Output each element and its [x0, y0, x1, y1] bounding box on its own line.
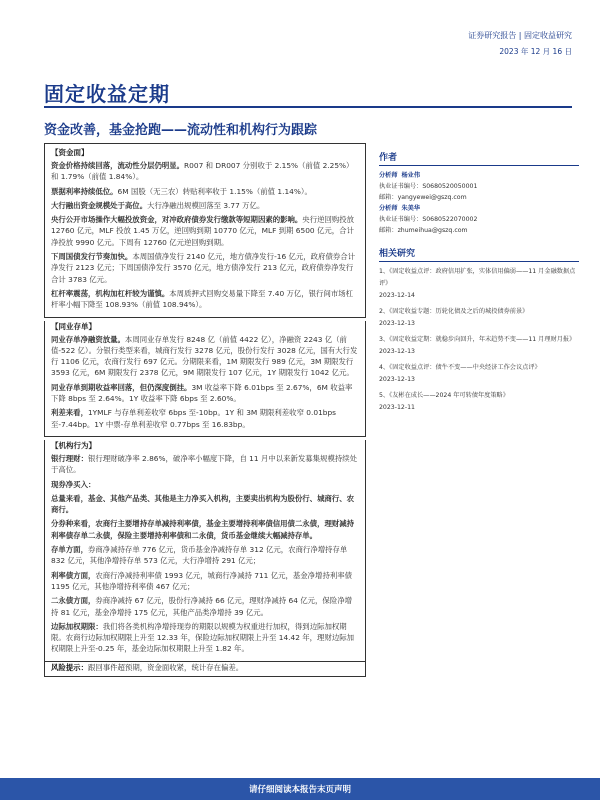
- paragraph-lead: 利差来看，: [51, 408, 88, 418]
- section-risk: [44, 662, 366, 677]
- summary-paragraph: [51, 621, 359, 655]
- author-name: 朱美华: [401, 205, 421, 212]
- paragraph-body: 本周质押式回购交易量下降至 7.40 万亿，银行间市场杠杆率小幅下降至 108.93%（前值 108.94%）。: [51, 288, 354, 310]
- related-item[interactable]: [379, 334, 579, 358]
- related-item[interactable]: [379, 266, 579, 302]
- section-cd: [44, 321, 366, 437]
- risk-lead: 风险提示：: [51, 662, 88, 672]
- paragraph-body: 券商净减持存单 776 亿元，货币基金净减持存单 312 亿元，农商行净增持存单 832 亿元，其他净增持存单 573 亿元，大行净增持 291 亿元；: [51, 545, 348, 566]
- paragraph-lead: 央行公开市场操作大幅投放资金，对冲政府债券发行缴款等短期因素的影响。: [51, 215, 303, 225]
- author-name-row: [379, 203, 579, 214]
- paragraph-body: 银行理财破净率 2.86%，破净率小幅度下降，自 11 月中以来新发募集规模持续处于高位。: [51, 453, 358, 475]
- author-name-row: [379, 170, 579, 181]
- paragraph-body: 本周同业存单发行 8248 亿（前值 4422 亿），净融资 2243 亿（前值-522 亿）。分银行类型来看，城商行发行 3278 亿元，股份行发行 3028 亿元，国有大行发行 1106 亿元，农商行发行 697 亿元。分期限来看，1M 期限发行 989 亿元，3M 期限发行 3593 亿元，6M 期限发行 2378 亿元，9M 期限发行 107 亿元，1Y 期限发行 1042 亿元。: [51, 334, 358, 378]
- title-divider: [44, 106, 572, 108]
- author-license-row: [379, 181, 579, 192]
- author-role: 分析师: [379, 172, 398, 179]
- summary-paragraph: [51, 595, 359, 618]
- paragraph-lead: 大行融出资金规模处于高位。: [51, 200, 148, 210]
- section-funds: [44, 143, 366, 318]
- summary-column: [44, 143, 366, 677]
- license-number: S0680520050001: [422, 183, 478, 190]
- paragraph-body: 大行净融出规模回落至 3.77 万亿。: [147, 200, 265, 210]
- related-title[interactable]: 2、《固定收益专题：历轮化债及之后的城投债券前景》: [379, 308, 529, 315]
- related-date: 2023-12-13: [379, 376, 415, 383]
- risk-note: [51, 662, 359, 673]
- authors-heading: 作者: [379, 150, 579, 166]
- related-title[interactable]: 4、《固定收益点评：债牛不变——中央经济工作会议点评》: [379, 364, 541, 371]
- report-subtitle: 资金改善，基金抢跑——流动性和机构行为跟踪: [44, 123, 318, 138]
- summary-paragraph: [51, 453, 359, 476]
- summary-paragraph: [51, 186, 359, 197]
- related-item[interactable]: [379, 306, 579, 330]
- section-heading: 【资金面】: [51, 148, 89, 157]
- paragraph-lead: 现券净买入：: [51, 479, 96, 489]
- paragraph-lead: 杠杆率震荡，机构加杠杆较为谨慎。: [51, 288, 170, 298]
- report-type: 证券研究报告 | 固定收益研究: [468, 31, 572, 40]
- paragraph-body: 农商行净减持利率债 1993 亿元，城商行净减持 711 亿元，基金净增持利率债 1195 亿元，其他净增持利率债 467 亿元；: [51, 570, 353, 591]
- paragraph-lead: 存单方面，: [51, 545, 88, 555]
- license-label: 执业证书编号：: [379, 216, 423, 223]
- license-number: S0680522070002: [422, 216, 478, 223]
- paragraph-lead: 同业存单到期收益率回落，但仍深度倒挂。: [51, 382, 192, 392]
- related-heading: 相关研究: [379, 246, 579, 262]
- paragraph-lead: 资金价格持续回落，流动性分层仍明显。: [51, 161, 185, 170]
- summary-paragraph: [51, 200, 359, 211]
- paragraph-lead: 利率债方面，: [51, 570, 96, 580]
- summary-paragraph: [51, 570, 359, 593]
- summary-paragraph: [51, 479, 359, 490]
- author-email-row: [379, 225, 579, 236]
- paragraph-lead: 分券种来看，农商行主要增持存单减持利率债，基金主要增持利率债信用债二永债，理财减持利率债存单二永债，保险主要增持利率债和二永债，货币基金继续大幅减持存单。: [51, 519, 355, 540]
- related-date: 2023-12-13: [379, 348, 415, 355]
- paragraph-body: 1YMLF 与存单利差收窄 6bps 至-10bp。1Y 和 3M 期限利差收窄 0.01bps 至-7.44bp。1Y 中票-存单利差收窄 0.77bps 至 16.83bp。: [51, 408, 337, 429]
- sidebar: [379, 150, 579, 418]
- author-email-row: [379, 192, 579, 203]
- related-item[interactable]: [379, 390, 579, 414]
- summary-paragraph: [51, 407, 359, 430]
- author-block: [379, 203, 579, 236]
- related-list: [379, 266, 579, 414]
- paragraph-body: R007 和 DR007 分别收于 2.15%（前值 2.25%）和 1.79%（前值 1.84%）。: [51, 161, 354, 182]
- email-label: 邮箱：: [379, 227, 398, 234]
- related-title[interactable]: 5、《友彬在成长——2024 年可转债年度策略》: [379, 392, 509, 399]
- related-date: 2023-12-14: [379, 292, 415, 299]
- author-email[interactable]: yangyewei@gszq.com: [397, 194, 467, 201]
- risk-body: 跟回事件超预期，资金面收紧，统计存在偏差。: [87, 662, 244, 672]
- email-label: 邮箱：: [379, 194, 398, 201]
- summary-paragraph: [51, 288, 359, 311]
- author-block: [379, 170, 579, 203]
- section-heading: 【机构行为】: [51, 440, 96, 450]
- footer-disclaimer[interactable]: 请仔细阅读本报告末页声明: [248, 785, 351, 795]
- summary-paragraph: [51, 160, 359, 183]
- paragraph-body: 央行逆回购投放 12760 亿元，MLF 投放 1.45 万亿，逆回购到期 10770 亿元，MLF 到期 6500 亿元，合计净投放 9990 亿元。下周有 12760 亿元逆回购到期。: [51, 215, 355, 247]
- related-title[interactable]: 1、《固定收益点评：政府信用扩张，实体信用偏弱——11 月金融数据点评》: [379, 268, 576, 287]
- paragraph-lead: 总量来看，基金、其他产品类、其他是主力净买入机构，主要卖出机构为股份行、城商行、农商行。: [51, 493, 355, 515]
- section-heading: 【同业存单】: [51, 321, 96, 331]
- paragraph-lead: 同业存单净融资放量。: [51, 334, 125, 344]
- paragraph-body: 券商净减持 67 亿元，股份行净减持 66 亿元，理财净减持 64 亿元，保险净增持 81 亿元，基金净增持 175 亿元，其他产品类净增持 39 亿元。: [51, 596, 352, 617]
- summary-paragraph: [51, 334, 359, 379]
- paragraph-lead: 二永债方面，: [51, 596, 96, 606]
- paragraph-body: 3M 收益率下降 6.01bps 至 2.67%，6M 收益率下降 8bps 至 2.64%。1Y 收益率下降 6bps 至 2.60%。: [51, 382, 353, 404]
- summary-paragraph: [51, 382, 359, 405]
- license-label: 执业证书编号：: [379, 183, 423, 190]
- paragraph-lead: 边际加权期限：: [51, 621, 103, 631]
- paragraph-lead: 下周国债发行节奏加快。: [51, 252, 133, 262]
- paragraph-body: 6M 国股（无三农）转贴利率收于 1.15%（前值 1.14%）。: [117, 186, 312, 196]
- summary-paragraph: [51, 493, 359, 516]
- author-name: 杨业伟: [401, 172, 421, 179]
- paragraph-lead: 银行理财：: [51, 453, 88, 463]
- author-email[interactable]: zhumeihua@gszq.com: [397, 227, 468, 234]
- related-date: 2023-12-11: [379, 404, 415, 411]
- paragraph-body: 我们将各类机构净增持现券的期限以规模为权重进行加权，得到边际加权期限。农商行边际加权期限上升至 12.33 年，保险边际加权期限上升至 14.42 年，理财边际加权期限上升至-0.25 年，基金边际加权期限上升至 1.82 年。: [51, 621, 354, 654]
- report-date: 2023 年 12 月 16 日: [499, 47, 572, 56]
- section-institutions: [44, 440, 366, 662]
- author-license-row: [379, 214, 579, 225]
- summary-paragraph: [51, 214, 359, 248]
- paragraph-body: 本周国债净发行 2140 亿元，地方债净发行-16 亿元，政府债券合计净发行 2123 亿元；下周国债净发行 3570 亿元，地方债净发行 213 亿元，政府债券净发行合计 3783 亿元。: [51, 252, 356, 284]
- summary-paragraph: [51, 544, 359, 567]
- related-item[interactable]: [379, 362, 579, 386]
- page-title: 固定收益定期: [44, 82, 170, 106]
- summary-paragraph: [51, 251, 359, 285]
- paragraph-lead: 票据利率持续低位。: [51, 186, 118, 196]
- related-title[interactable]: 3、《固定收益定期：就稳步向回升，年末趋势不变——11 月理财月报》: [379, 336, 576, 343]
- author-role: 分析师: [379, 205, 398, 212]
- related-date: 2023-12-13: [379, 320, 415, 327]
- summary-paragraph: [51, 518, 359, 541]
